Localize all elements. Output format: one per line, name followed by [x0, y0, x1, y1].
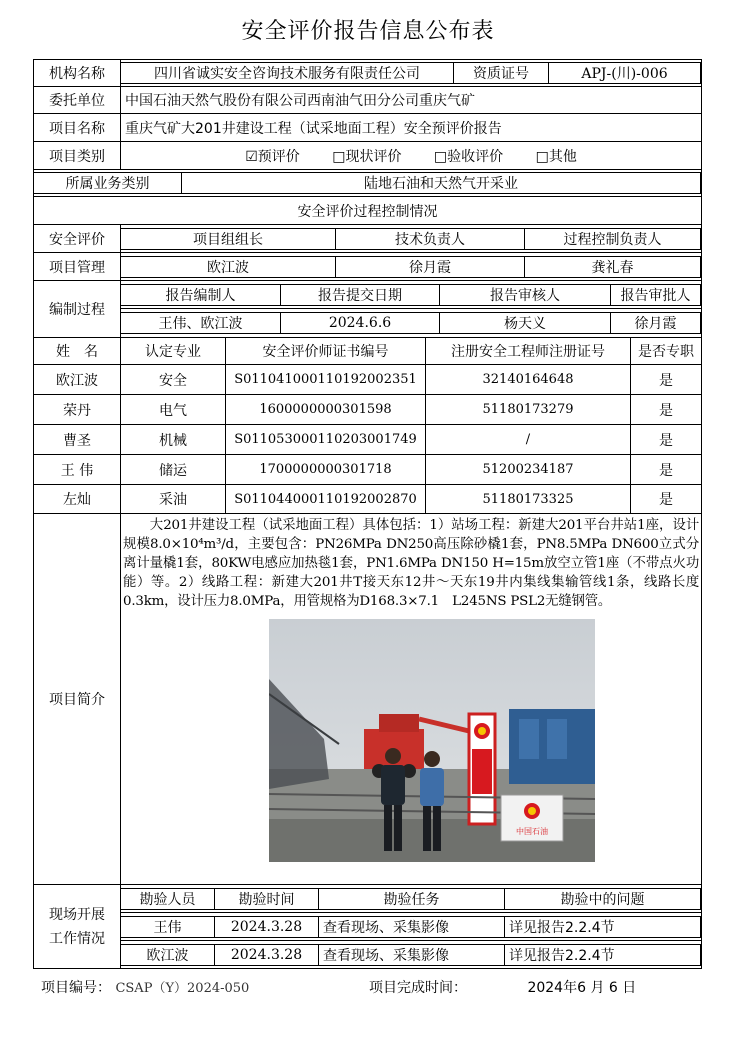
staff-reg: 51200234187 [426, 455, 631, 485]
compilation-label: 编制过程 [34, 281, 121, 338]
checkbox-other[interactable]: □其他 [535, 148, 577, 165]
checkbox-status-evaluation[interactable]: □现状评价 [332, 148, 402, 165]
site-time: 2024.3.28 [215, 916, 319, 937]
project-number-label: 项目编号： [41, 980, 111, 996]
site-header-time: 勘验时间 [215, 888, 319, 909]
site-header-task: 勘验任务 [319, 888, 505, 909]
site-task: 查看现场、采集影像 [319, 944, 505, 965]
management-value-tech: 徐月霞 [336, 256, 525, 277]
completion-time [369, 977, 636, 997]
petrochina-logo-text: 中国石油 [516, 827, 548, 836]
staff-cert: 1600000000301598 [226, 395, 426, 425]
client-value: 中国石油天然气股份有限公司西南油气田分公司重庆气矿 [121, 87, 702, 114]
table-row [34, 365, 702, 395]
checkbox-pre-evaluation[interactable]: ☑预评价 [245, 148, 300, 165]
staff-header-cert: 安全评价师证书编号 [226, 338, 426, 365]
project-name-value: 重庆气矿大201井建设工程（试采地面工程）安全预评价报告 [121, 114, 702, 142]
table-row [34, 485, 702, 514]
project-type-options [121, 142, 702, 170]
checkbox-acceptance-evaluation[interactable]: □验收评价 [433, 148, 504, 165]
staff-header-name: 姓 名 [34, 338, 121, 365]
staff-major: 电气 [121, 395, 226, 425]
site-header-inspector: 勘验人员 [121, 888, 215, 909]
staff-name: 王 伟 [34, 455, 121, 485]
site-inspector: 王伟 [121, 916, 215, 937]
compilation-value-approver: 徐月霞 [611, 313, 701, 334]
staff-major: 采油 [121, 485, 226, 514]
table-row [34, 913, 702, 941]
site-inspector: 欧江波 [121, 944, 215, 965]
staff-header-major: 认定专业 [121, 338, 226, 365]
org-label: 机构名称 [34, 60, 121, 87]
staff-reg: 51180173279 [426, 395, 631, 425]
table-row [34, 425, 702, 455]
compilation-header-author: 报告编制人 [121, 284, 281, 305]
staff-reg: 51180173325 [426, 485, 631, 514]
compilation-value-author: 王伟、欧江波 [121, 313, 281, 334]
compilation-header-reviewer: 报告审核人 [440, 284, 611, 305]
staff-cert: S011053000110203001749 [226, 425, 426, 455]
staff-reg: / [426, 425, 631, 455]
staff-name: 欧江波 [34, 365, 121, 395]
completion-time-value: 2024年6 月 6 日 [527, 980, 637, 996]
site-label-line1: 现场开展 [49, 906, 105, 923]
management-header-process: 过程控制负责人 [525, 228, 701, 249]
staff-reg: 32140164648 [426, 365, 631, 395]
site-issues: 详见报告2.2.4节 [505, 916, 701, 937]
cert-value: APJ-(川)-006 [549, 63, 701, 84]
compilation-value-reviewer: 杨天义 [440, 313, 611, 334]
project-type-label: 项目类别 [34, 142, 121, 170]
intro-label: 项目简介 [34, 514, 121, 885]
org-value: 四川省诚实安全咨询技术服务有限责任公司 [121, 63, 454, 84]
site-label-line2: 工作情况 [49, 930, 105, 947]
intro-text: 大201井建设工程（试采地面工程）具体包括：1）站场工程：新建大201平台井站1座，设计规模8.0×10⁴m³/d，主要包含：PN26MPa DN250高压除砂橇1套，PN8.5MPa DN600立式分离计量橇1套，80KW电感应加热毯1套，PN1.6MPa DN150 H=15m放空立管1座（不带点火功能）等。2）线路工程：新建大201井T接天东12井～天东19井内集线集输管线1条，线路长度0.3km，设计压力8.0MPa，用管规格为D168.3×7.1 L245NS PSL2无缝钢管。 [123, 518, 700, 609]
compilation-header-date: 报告提交日期 [281, 284, 440, 305]
staff-cert: S011044000110192002870 [226, 485, 426, 514]
table-row [34, 395, 702, 425]
staff-major: 安全 [121, 365, 226, 395]
management-value-leader: 欧江波 [121, 256, 336, 277]
site-label [34, 885, 121, 969]
table-row [34, 941, 702, 969]
info-table [33, 59, 702, 969]
project-number [41, 977, 249, 997]
staff-name: 曹圣 [34, 425, 121, 455]
completion-time-label: 项目完成时间： [369, 980, 467, 996]
site-issues: 详见报告2.2.4节 [505, 944, 701, 965]
process-control-heading: 安全评价过程控制情况 [34, 197, 702, 225]
project-number-value: CSAP（Y）2024-050 [115, 981, 250, 996]
staff-fulltime: 是 [631, 365, 702, 395]
compilation-header-approver: 报告审批人 [611, 284, 701, 305]
page-title: 安全评价报告信息公布表 [241, 19, 495, 44]
staff-fulltime: 是 [631, 425, 702, 455]
management-header-tech: 技术负责人 [336, 228, 525, 249]
staff-header-reg: 注册安全工程师注册证号 [426, 338, 631, 365]
staff-fulltime: 是 [631, 395, 702, 425]
industry-label: 所属业务类别 [34, 173, 182, 194]
staff-fulltime: 是 [631, 485, 702, 514]
management-value-process: 龚礼春 [525, 256, 701, 277]
management-label-1: 安全评价 [34, 225, 121, 253]
staff-cert: 1700000000301718 [226, 455, 426, 485]
staff-cert: S011041000110192002351 [226, 365, 426, 395]
staff-major: 储运 [121, 455, 226, 485]
staff-header-fulltime: 是否专职 [631, 338, 702, 365]
site-time: 2024.3.28 [215, 944, 319, 965]
table-row [34, 455, 702, 485]
cert-label: 资质证号 [454, 63, 549, 84]
industry-value: 陆地石油和天然气开采业 [182, 173, 701, 194]
management-header-leader: 项目组组长 [121, 228, 336, 249]
staff-fulltime: 是 [631, 455, 702, 485]
staff-major: 机械 [121, 425, 226, 455]
site-task: 查看现场、采集影像 [319, 916, 505, 937]
site-photo [269, 619, 595, 862]
project-name-label: 项目名称 [34, 114, 121, 142]
staff-name: 荣丹 [34, 395, 121, 425]
staff-name: 左灿 [34, 485, 121, 514]
client-label: 委托单位 [34, 87, 121, 114]
site-header-issues: 勘验中的问题 [505, 888, 701, 909]
compilation-value-date: 2024.6.6 [281, 313, 440, 334]
management-label-2: 项目管理 [34, 253, 121, 281]
